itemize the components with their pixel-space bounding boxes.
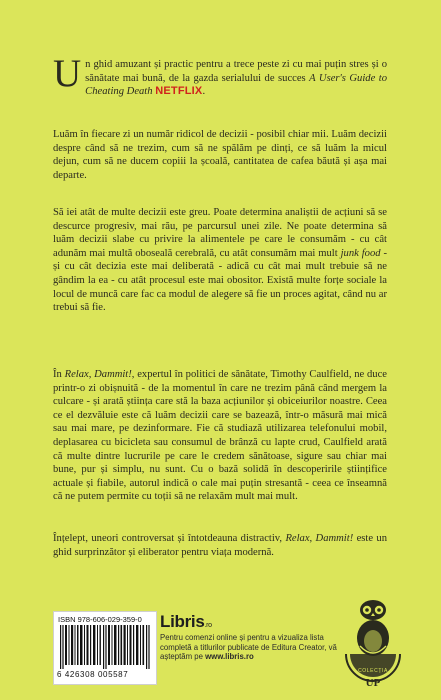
junk-food-term: junk food <box>340 247 381 259</box>
paragraph-4-text-a: Înțelept, uneori controversat și întotdeauna distractiv, <box>53 533 286 544</box>
intro-paragraph <box>53 52 387 99</box>
libris-logo-text: Libris <box>160 612 205 631</box>
paragraph-2-text-a: Să iei atât de multe decizii este greu. Poate determina analiștii de acțiuni să se descurce progresiv, mai rău, pe parcursul unei zile. Ne poate determina să luăm decizii slabe cu privire la alimentele pe care le consumăm - cu cât adunăm mai multă oboseală cerebrală, cu atât consumăm mai mult <box>53 207 387 259</box>
netflix-logo: NETFLIX <box>155 85 203 98</box>
paragraph-decisions <box>53 128 387 182</box>
paragraph-3-text-a: În <box>53 369 65 380</box>
barcode-number: 6 426308 005587 <box>57 670 129 679</box>
collection-label: COLECȚIA <box>358 668 388 674</box>
paragraph-2-text-b: - și cu cât decizia este mai deliberată - adică cu cât mai mult trebuie să ne gândim la ea - cu atât procesul este mai obositor. Există multe forțe sociale la locul de muncă care fac ca modul de alegere să fie un proces agitat, când nu ar trebui să fie. <box>53 247 387 314</box>
libris-logo <box>160 612 212 632</box>
intro-text: n ghid amuzant și practic pentru a trece peste zi cu mai puțin stres și o sănătate mai bună, de la gazda serialului de succes <box>85 59 387 84</box>
drop-cap: U <box>53 52 82 95</box>
paragraph-fatigue <box>53 206 387 315</box>
barcode-bars <box>60 625 150 669</box>
paragraph-closing <box>53 532 387 559</box>
barcode <box>53 611 157 685</box>
collection-mark: UP <box>365 677 381 689</box>
libris-url[interactable]: www.libris.ro <box>205 652 254 662</box>
book-title-2: Relax, Dammit! <box>285 533 354 544</box>
show-title: A User's Guide to Cheating Death <box>85 72 387 98</box>
paragraph-book-summary <box>53 368 387 504</box>
paragraph-1-text: Luăm în fiecare zi un număr ridicol de decizii - posibil chiar mii. Luăm decizii despre când să ne trezim, cum să ne spălăm pe dinți, ce să luăm la micul dejun, cum să ne ducem copiii la școală, cantitatea de cafea băută și așa mai departe. <box>53 129 387 181</box>
isbn-label: ISBN 978-606-029-359-0 <box>58 615 142 624</box>
paragraph-3-text-b: , expertul în politici de sănătate, Timothy Caulfield, ne duce printr-o zi obișnuită - de la momentul în care ne trezim până când mergem la culcare - și arată știința care stă la baza acțiunilor și obiceiurilor noastre. Ceea ce el dezvăluie este că luăm decizii care se bazează, într-o măsură mai mică sau mai mare, pe dezinformare. Fie că studiază utilizarea telefonului mobil, deplasarea cu bicicleta sau consumul de brânză cu lapte crud, Caulfield arată că multe dintre lucrurile pe care le credem sănătoase, sigure sau chiar mai bune, pur și simplu, nu sunt. Cu o bază solidă în descoperirile științifice actuale și fiabile, autorul indică o cale mai puțin stresantă - ceea ce înseamnă că ne putem permite cu toții să ne relaxăm mult mai mult. <box>53 369 387 503</box>
paragraph-4-text-b: este un ghid surprinzător și eliberator pentru viața modernă. <box>53 533 388 558</box>
libris-logo-suffix: .ro <box>204 622 212 629</box>
book-title: Relax, Dammit! <box>64 369 132 380</box>
libris-info-text: Pentru comenzi online și pentru a vizualiza lista completă a titlurilor publicate de Editura Creator, vă așteptăm pe <box>160 633 337 662</box>
libris-info <box>160 633 340 662</box>
intro-end: . <box>202 86 206 98</box>
collection-up-owl-logo <box>340 598 406 694</box>
